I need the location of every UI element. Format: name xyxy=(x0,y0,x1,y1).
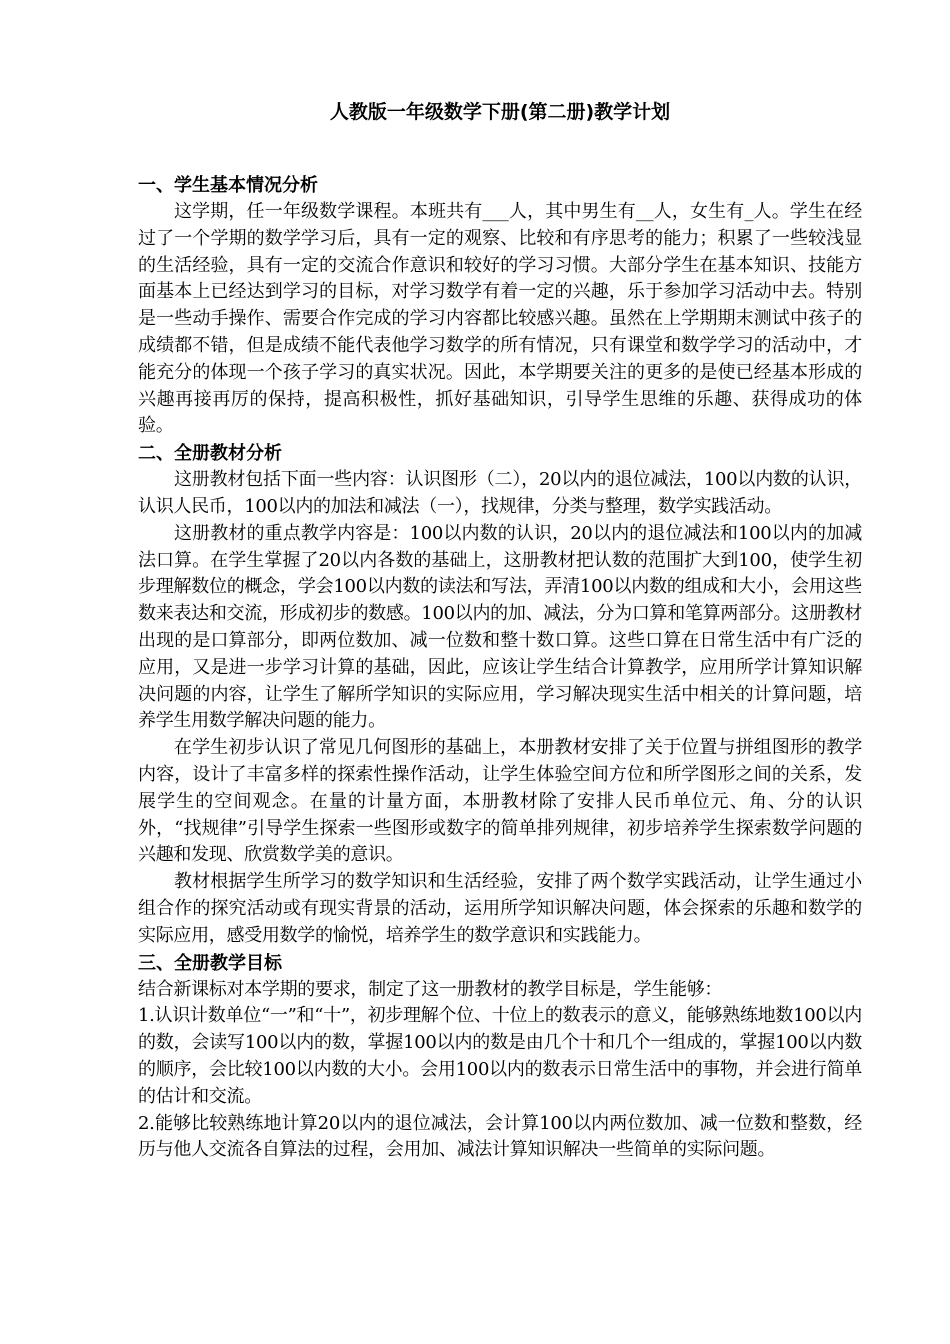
goal-item: 2.能够比较熟练地计算20以内的退位减法，会计算100以内两位数加、减一位数和整数，经历与他人交流各自算法的过程，会用加、减法计算知识解决一些简单的实际问题。 xyxy=(138,1112,862,1161)
document-body xyxy=(138,172,862,1164)
section-student-analysis xyxy=(138,172,862,440)
section-heading: 一、学生基本情况分析 xyxy=(138,175,318,196)
paragraph: 在学生初步认识了常见几何图形的基础上，本册教材安排了关于位置与拼组图形的教学内容，设计了丰富多样的探索性操作活动，让学生体验空间方位和所学图形之间的关系，发展学生的空间观念。在量的计量方面，本册教材除了安排人民币单位元、角、分的认识外，“找规律”引导学生探索一些图形或数字的简单排列规律，初步培养学生探索数学问题的兴趣和发现、欣赏数学美的意识。 xyxy=(138,737,862,866)
paragraph: 结合新课标对本学期的要求，制定了这一册教材的教学目标是，学生能够： xyxy=(138,978,723,1000)
document-title: 人教版一年级数学下册(第二册)教学计划 xyxy=(329,101,671,123)
section-heading: 二、全册教材分析 xyxy=(138,443,282,465)
paragraph: 这册教材包括下面一些内容：认识图形（二），20以内的退位减法，100以内数的认识，认识人民币，100以内的加法和减法（一），找规律，分类与整理，数学实践活动。 xyxy=(138,469,862,517)
section-textbook-analysis xyxy=(138,440,862,949)
goal-item: 1.认识计数单位“一”和“十”，初步理解个位、十位上的数表示的意义，能够熟练地数100以内的数，会读写100以内的数，掌握100以内的数是由几个十和几个一组成的，掌握100以内数的顺序，会比较100以内数的大小。会用100以内的数表示日常生活中的事物，并会进行简单的估计和交流。 xyxy=(138,1005,862,1107)
section-heading: 三、全册教学目标 xyxy=(138,952,282,974)
paragraph: 这册教材的重点教学内容是：100以内数的认识，20以内的退位减法和100以内的加减法口算。在学生掌握了20以内各数的基础上，这册教材把认数的范围扩大到100，使学生初步理解数位的概念，学会100以内数的读法和写法，弄清100以内数的组成和大小，会用这些数来表达和交流，形成初步的数感。100以内的加、减法，分为口算和笔算两部分。这册教材出现的是口算部分，即两位数加、减一位数和整十数口算。这些口算在日常生活中有广泛的应用，又是进一步学习计算的基础，因此，应该让学生结合计算教学，应用所学计算知识解决问题的内容，让学生了解所学知识的实际应用，学习解决现实生活中相关的计算问题，培养学生用数学解决问题的能力。 xyxy=(138,522,862,732)
paragraph: 这学期，任一年级数学课程。本班共有___人，其中男生有__人，女生有_人。学生在经过了一个学期的数学学习后，具有一定的观察、比较和有序思考的能力；积累了一些较浅显的生活经验，具有一定的交流合作意识和较好的学习习惯。大部分学生在基本知识、技能方面基本上已经达到学习的目标，对学习数学有着一定的兴趣，乐于参加学习活动中去。特别是一些动手操作、需要合作完成的学习内容都比较感兴趣。虽然在上学期期末测试中孩子的成绩都不错，但是成绩不能代表他学习数学的所有情况，只有课堂和数学学习的活动中，才能充分的体现一个孩子学习的真实状况。因此，本学期要关注的更多的是使已经基本形成的兴趣再接再厉的保持，提高积极性，抓好基础知识，引导学生思维的乐趣、获得成功的体验。 xyxy=(138,201,862,437)
paragraph: 教材根据学生所学习的数学知识和生活经验，安排了两个数学实践活动，让学生通过小组合作的探究活动或有现实背景的活动，运用所学知识解决问题，体会探索的乐趣和数学的实际应用，感受用数学的愉悦，培养学生的数学意识和实践能力。 xyxy=(138,871,862,946)
section-teaching-goals xyxy=(138,950,862,1165)
